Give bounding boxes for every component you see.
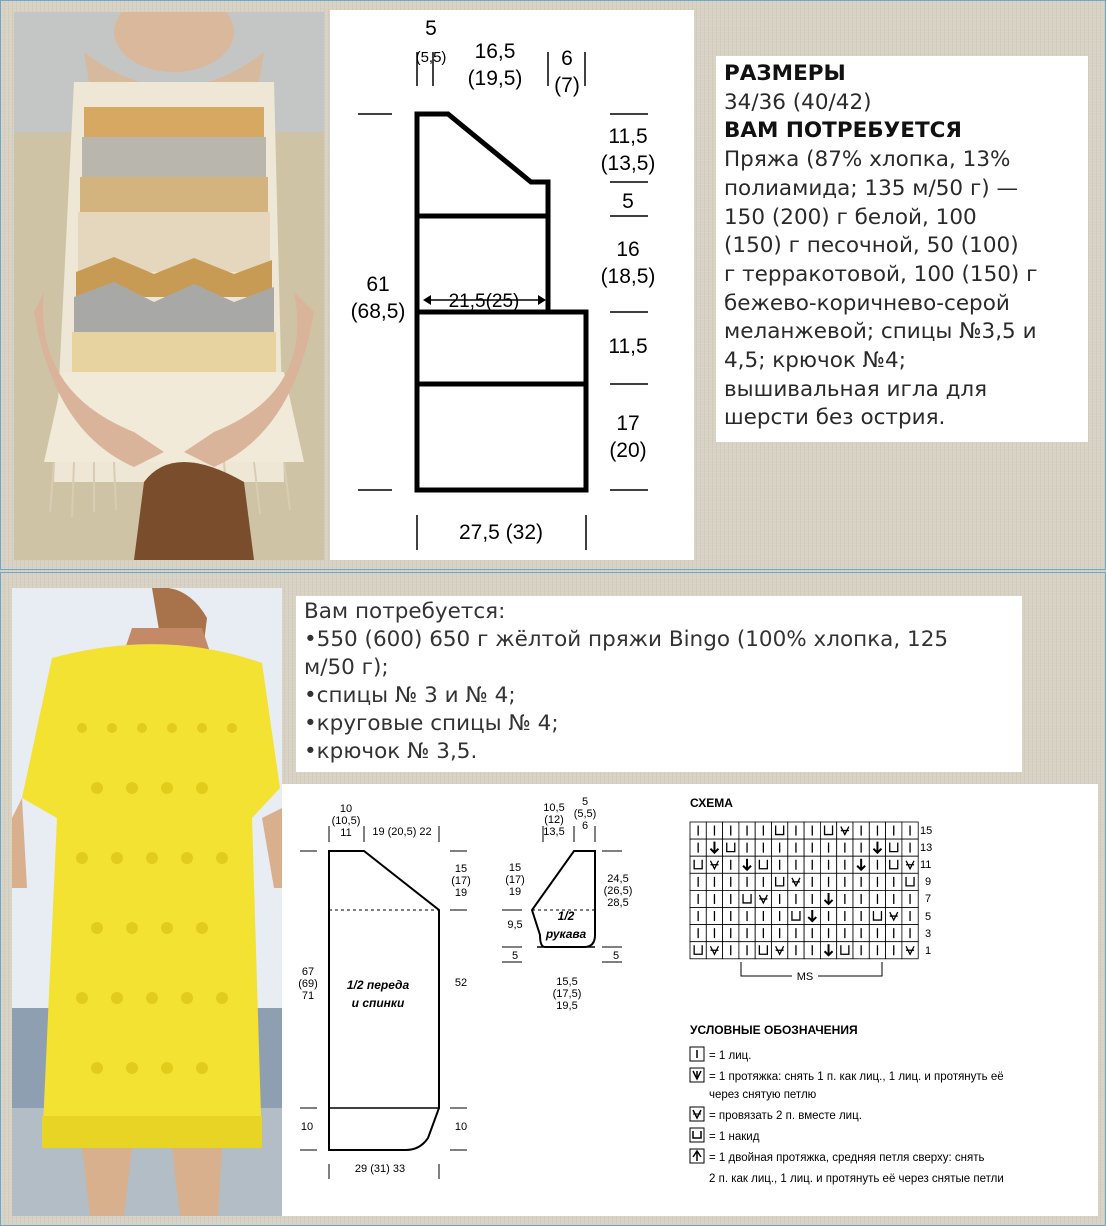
dress-photo-striped — [14, 12, 324, 560]
body-shoulder: 10 — [339, 803, 353, 815]
row-number: 3 — [925, 928, 932, 940]
neck-depth-alt: (7) — [554, 74, 580, 97]
repeat-label: MS — [796, 971, 814, 983]
sleeve-cap-height-alt1: (17) — [505, 874, 525, 886]
sleeve-cuff-height: 5 — [511, 950, 519, 962]
sleeve-bottom-width-alt2: 19,5 — [556, 1000, 578, 1012]
materials-line: бежево-коричнево-серой — [724, 290, 1010, 316]
yellow-dress-illustration — [12, 588, 282, 1216]
row-number: 7 — [925, 893, 932, 905]
knit-icon — [690, 1047, 704, 1061]
sleeve-piece-label: рукава — [545, 927, 587, 941]
sleeve-cap-height: 15 — [508, 862, 522, 874]
ssk-icon — [690, 1068, 704, 1082]
sleeve-cap-width: 10,5 — [543, 802, 565, 814]
materials-line: Пряжа (87% хлопка, 13% — [724, 147, 1011, 173]
body-piece-label: 1/2 переда — [346, 978, 410, 992]
materials-heading: ВАМ ПОТРЕБУЕТСЯ — [724, 118, 962, 144]
materials-line: меланжевой; спицы №3,5 и — [724, 319, 1037, 345]
row-number: 15 — [920, 825, 933, 837]
stitch-cell — [755, 942, 771, 959]
sleeve-bottom-width-alt1: (17,5) — [552, 988, 582, 1000]
body-armhole-alt1: (17) — [451, 875, 471, 887]
double-decrease-icon — [690, 1149, 704, 1163]
neck-depth: 6 — [561, 47, 573, 70]
materials-line: •круговые спицы № 4; — [304, 711, 559, 736]
body-piece-label: и спинки — [351, 996, 405, 1010]
sleeve-top-alt2: 6 — [581, 820, 589, 832]
body-hem-left: 10 — [300, 1121, 314, 1133]
shoulder-width: 5 — [425, 17, 437, 40]
row-number: 11 — [920, 859, 932, 871]
materials-line: вышивальная игла для — [724, 376, 988, 402]
materials-line: 4,5; крючок №4; — [724, 348, 906, 374]
materials-line: м/50 г); — [304, 655, 389, 680]
sleeve-bottom-width: 15,5 — [556, 976, 578, 988]
armhole-height: 11,5 — [608, 125, 648, 148]
top-size-schema — [330, 10, 694, 560]
upper-section-alt: (18,5) — [600, 265, 656, 288]
bottom-size-schema — [282, 784, 1098, 1216]
materials-line: шерсти без острия. — [724, 405, 946, 431]
striped-dress-illustration — [14, 12, 324, 560]
stitch-cell — [739, 890, 755, 907]
sleeve-total-height-alt1: (26,5) — [603, 885, 633, 897]
top-schema-drawing — [330, 10, 694, 560]
legend-item: через снятую петлю — [709, 1089, 817, 1101]
legend-item: = 1 двойная протяжка, средняя петля сверху: снять — [709, 1152, 985, 1164]
sleeve-cap-width-alt1: (12) — [544, 814, 564, 826]
legend-item: = 1 протяжка: снять 1 п. как лиц., 1 лиц. и протянуть её — [709, 1071, 1004, 1083]
body-length-alt2: 71 — [301, 990, 315, 1002]
row-number: 5 — [925, 911, 932, 923]
legend-item: 2 п. как лиц., 1 лиц. и протянуть её через снятые петли — [709, 1173, 1004, 1185]
sleeve-top-alt1: (5,5) — [573, 808, 597, 820]
sleeve-piece-label: 1/2 — [557, 909, 575, 923]
stitch-cell — [837, 942, 853, 959]
sleeve-total-height: 24,5 — [607, 873, 629, 885]
stitch-cell — [886, 856, 902, 873]
stitch-chart-grid — [690, 822, 918, 959]
stitch-cell — [755, 856, 771, 873]
body-hem-right: 10 — [454, 1121, 468, 1133]
stitch-cell — [690, 856, 706, 873]
body-armhole-alt2: 19 — [454, 887, 468, 899]
stitch-chart-title: СХЕМА — [690, 796, 733, 810]
total-length-alt: (68,5) — [350, 300, 406, 323]
armhole-height-alt: (13,5) — [600, 152, 656, 175]
body-length: 67 — [301, 966, 315, 978]
materials-line: (150) г песочной, 50 (100) — [724, 233, 1019, 259]
stitch-cell — [772, 873, 788, 890]
body-side-length: 52 — [454, 977, 468, 989]
sleeve-top: 5 — [581, 796, 589, 808]
materials-line: 150 (200) г белой, 100 — [724, 204, 977, 230]
lower-section: 17 — [616, 412, 640, 435]
stitch-cell — [886, 839, 902, 856]
sizes-value: 34/36 (40/42) — [724, 89, 872, 115]
k2tog-icon — [690, 1107, 704, 1121]
sizes-heading: РАЗМЕРЫ — [724, 61, 846, 86]
row-number: 13 — [920, 842, 933, 854]
body-shoulder-alt2: 11 — [340, 827, 352, 839]
sleeve-cap-width-alt2: 13,5 — [543, 826, 565, 838]
materials-line: г терракотовой, 100 (150) г — [724, 261, 1038, 287]
bottom-schema-drawing — [282, 784, 1098, 1216]
bottom-width: 27,5 (32) — [458, 521, 544, 544]
materials-line: •крючок № 3,5. — [304, 739, 478, 764]
neck-width-alt: (19,5) — [467, 67, 523, 90]
upper-section: 16 — [616, 238, 640, 261]
stitch-cell — [788, 908, 804, 925]
stitch-cell — [723, 839, 739, 856]
stitch-cell — [902, 873, 918, 890]
lower-section-alt: (20) — [609, 439, 647, 462]
stitch-cell — [869, 908, 885, 925]
sleeve-body-height: 9,5 — [507, 919, 523, 931]
total-length: 61 — [366, 273, 390, 296]
middle-section: 11,5 — [608, 335, 648, 358]
neck-width: 16,5 — [474, 40, 516, 63]
yarn-over-icon — [690, 1128, 704, 1142]
stitch-cell — [772, 822, 788, 839]
body-bottom-width: 29 (31) 33 — [354, 1163, 406, 1175]
sleeve-cuff-right: 5 — [612, 950, 620, 962]
row-number: 1 — [925, 945, 932, 957]
sleeve-total-height-alt2: 28,5 — [607, 897, 629, 909]
body-shoulder-alt1: (10,5) — [331, 815, 361, 827]
stitch-cell — [690, 942, 706, 959]
body-neck: 19 (20,5) 22 — [372, 826, 432, 838]
stitch-cell — [820, 822, 836, 839]
materials-line: •550 (600) 650 г жёлтой пряжи Bingo (100% хлопка, 125 — [304, 627, 949, 652]
armhole-step: 5 — [622, 190, 634, 213]
legend-title: УСЛОВНЫЕ ОБОЗНАЧЕНИЯ — [690, 1023, 858, 1037]
row-number: 9 — [925, 876, 932, 888]
bottom-materials-panel — [296, 596, 1022, 772]
legend-item: = провязать 2 п. вместе лиц. — [709, 1110, 862, 1122]
top-materials-panel — [716, 56, 1088, 442]
inner-width: 21,5(25) — [448, 291, 520, 312]
sleeve-cap-height-alt2: 19 — [508, 886, 522, 898]
materials-line: полиамида; 135 м/50 г) — — [724, 175, 1018, 201]
body-length-alt1: (69) — [298, 978, 318, 990]
body-armhole: 15 — [454, 863, 468, 875]
shoulder-width-alt: (5,5) — [415, 49, 447, 66]
legend-item: = 1 лиц. — [709, 1050, 752, 1062]
materials-line: Вам потребуется: — [304, 599, 506, 624]
materials-line: •спицы № 3 и № 4; — [304, 683, 516, 708]
dress-photo-yellow — [12, 588, 282, 1216]
legend-item: = 1 накид — [709, 1131, 760, 1143]
